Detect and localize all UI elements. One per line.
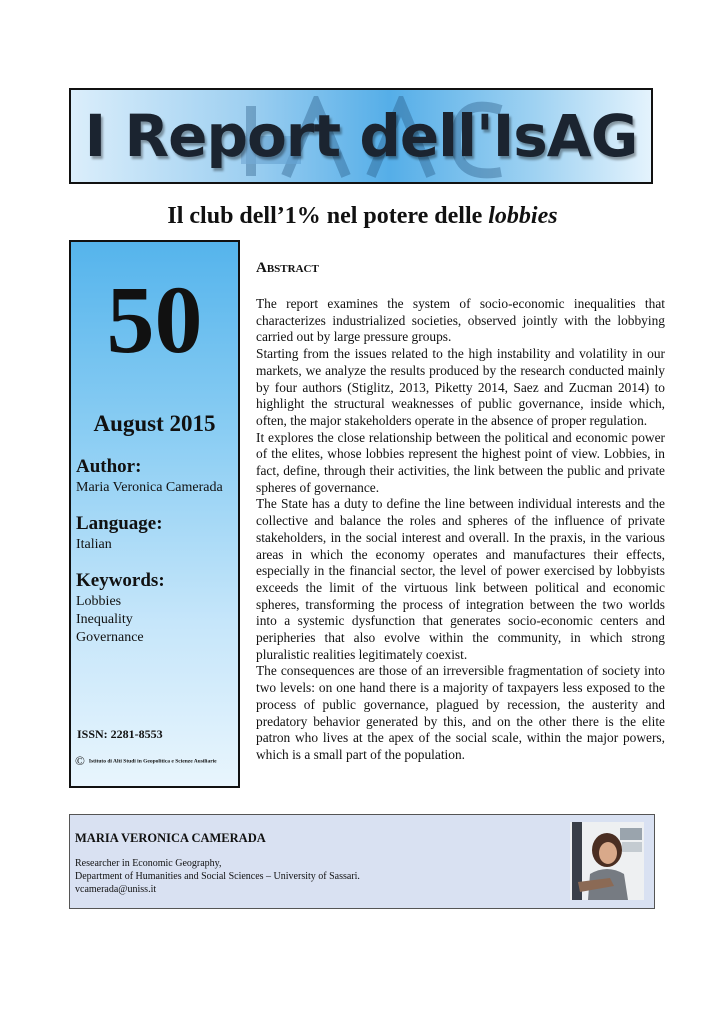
issue-sidebar [69, 240, 240, 788]
keyword-item: Lobbies [76, 594, 122, 609]
issn: ISSN: 2281-8553 [77, 727, 163, 741]
abstract-paragraph: The consequences are those of an irreversible fragmentation of society into two levels: on one hand there is a majority of taxpayers less exposed to the process of public governance, plagued by recession, the austerity and predatory behavior generated by this, and on the other there is the elite patron who lives at the apex of the social scale, within the major powers, which is a small part of the population. [256, 663, 665, 762]
copyright-icon: © [75, 753, 85, 768]
report-banner [69, 88, 653, 184]
report-title [0, 201, 725, 231]
author-photo [570, 822, 644, 900]
abstract-paragraph: The State has a duty to define the line between individual interests and the collective and balance the roles and spheres of the influence of private stakeholders, in the social interest and overall. In the praxis, in the various areas in which the economy operates and manufactures their effects, especially in the financial sector, the level of power exercised by lobbyists exceeds the limit of the virtuous link between political and economic spheres, transforming the process of integration between the two worlds into a systemic dysfunction that generates socio-economic centers and peripheries that also evolve within the community, in which strong pluralistic realities legitimately coexist. [256, 496, 665, 662]
abstract-section [256, 259, 665, 764]
institute-name: Istituto di Alti Studi in Geopolitica e Scienze Ausiliarie [88, 758, 217, 765]
banner-title: I Report dell'IsAG [84, 102, 638, 170]
issue-number: 50 [106, 266, 203, 373]
author-value: Maria Veronica Camerada [76, 480, 223, 495]
author-role: Researcher in Economic Geography, [75, 858, 222, 869]
language-value: Italian [76, 537, 112, 552]
language-label: Language: [76, 513, 163, 534]
keyword-item: Inequality [76, 612, 133, 627]
copyright-line [75, 752, 217, 770]
author-portrait-icon [570, 822, 644, 900]
abstract-heading: Abstract [256, 260, 319, 276]
issue-date: August 2015 [93, 411, 216, 436]
author-label: Author: [76, 456, 142, 477]
abstract-paragraph: It explores the close relationship between the political and economic power of the elites, whose lobbies represent the highest point of view. Lobbies, in fact, define, through their activities, the link between the public and private spheres of governance. [256, 429, 665, 495]
author-department: Department of Humanities and Social Sciences – University of Sassari. [75, 871, 360, 882]
report-title-italic: lobbies [488, 203, 558, 229]
keywords-label: Keywords: [76, 570, 165, 591]
author-email: vcamerada@uniss.it [75, 884, 157, 895]
abstract-paragraph: The report examines the system of socio-economic inequalities that characterizes industrialized societies, observed jointly with the lobbying carried out by large pressure groups. [256, 296, 665, 345]
abstract-paragraph: Starting from the issues related to the high instability and volatility in our markets, we analyze the results produced by the research conducted mainly by four authors (Stiglitz, 2013, Piketty 2014, Saez and Zucman 2014) to highlight the structural weaknesses of public governance, inside which, often, the major stakeholders operate in the absence of proper regulation. [256, 346, 665, 428]
report-title-main: Il club dell’1% nel potere delle [167, 203, 489, 229]
keyword-item: Governance [76, 630, 144, 645]
author-name: MARIA VERONICA CAMERADA [75, 831, 266, 845]
author-info-box [69, 814, 655, 909]
